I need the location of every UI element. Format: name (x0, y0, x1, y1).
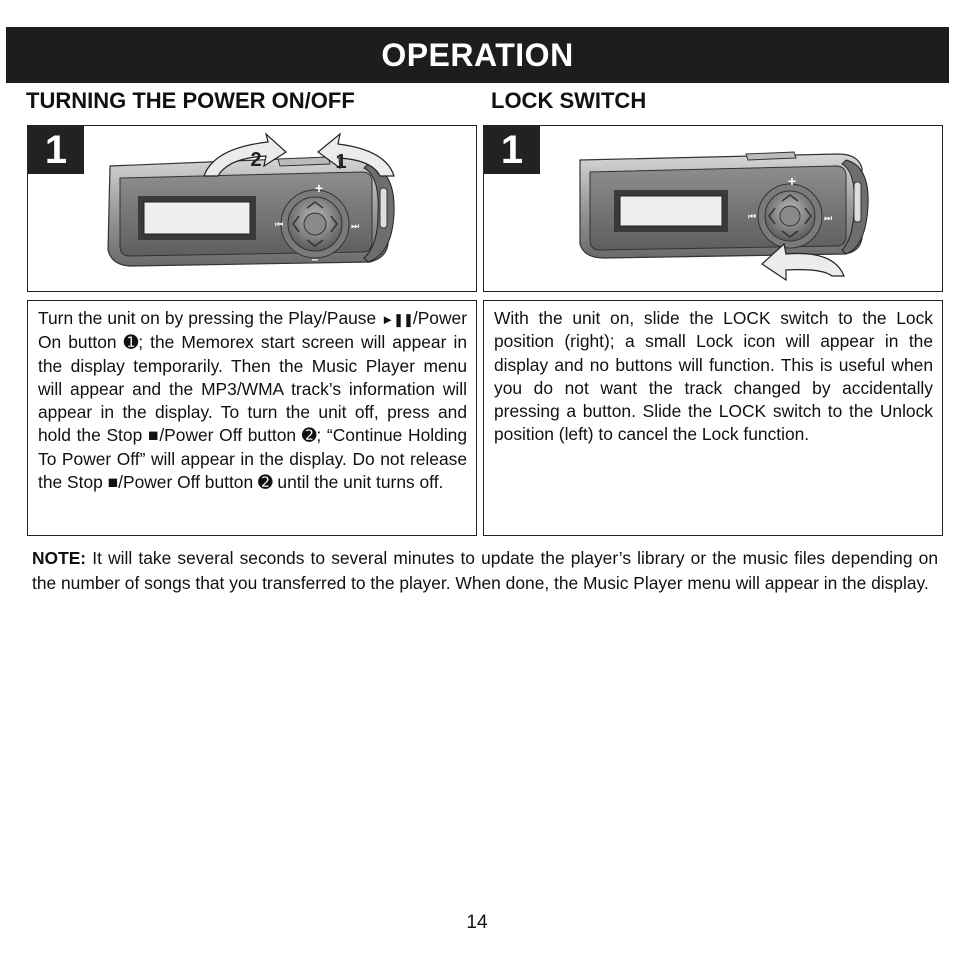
circled-one-icon: ➊ (123, 332, 139, 353)
power-instructions (27, 300, 477, 536)
volume-minus-mark: – (311, 252, 319, 266)
note-text: It will take several seconds to several minutes to update the player’s library or the music files depending on the number of songs that you transferred to the player. When done, the Music Player menu will appear in the display. (32, 548, 938, 593)
circled-two-icon: ➋ (258, 472, 273, 493)
header-banner (6, 27, 949, 83)
lock-instructions (483, 300, 943, 536)
mp3-player-power-drawing (28, 126, 477, 292)
lock-section-heading: LOCK SWITCH (491, 88, 647, 113)
power-illustration (27, 125, 477, 292)
lock-illustration (483, 125, 943, 292)
power-paragraph: Turn the unit on by pressing the Play/Pause ►❚❚/Power On button ➊; the Memorex start screen will appear in the display temporarily. Then the Music Player menu will appear and the MP3/WMA track’s information will appear in the display. To turn the unit off, press and hold the Stop ■/Power Off button ➋; “Continue Holding To Power Off” will appear in the display. Do not release the Stop ■/Power Off button ➋ until the unit turns off. (38, 308, 468, 493)
lock-paragraph: With the unit on, slide the LOCK switch to the Lock position (right); a small Lock icon will appear in the display and no buttons will function. This is useful when you do not want the track changed by accidentally pressing a button. Slide the LOCK switch to the Unlock position (left) to cancel the Lock function. (494, 308, 933, 445)
page-title: OPERATION (381, 36, 574, 73)
stop-icon: ■ (147, 425, 160, 446)
step-badge: 1 (28, 126, 84, 174)
callout-2: 2 (250, 149, 262, 171)
play-pause-icon: ►❚❚ (381, 312, 413, 327)
next-track-icon: ⏭ (350, 221, 360, 231)
page-number: 14 (466, 912, 488, 933)
volume-plus-mark: + (787, 173, 797, 189)
callout-1: 1 (335, 151, 347, 173)
step-badge: 1 (484, 126, 540, 174)
stop-icon: ■ (107, 472, 119, 493)
circled-two-icon: ➋ (301, 425, 317, 446)
volume-plus-mark: + (314, 180, 324, 196)
prev-track-icon: ⏮ (274, 219, 284, 229)
prev-track-icon: ⏮ (747, 211, 757, 221)
note-paragraph (32, 546, 938, 596)
power-section-heading: TURNING THE POWER ON/OFF (26, 88, 355, 113)
next-track-icon: ⏭ (823, 213, 833, 223)
note-label: NOTE: (32, 548, 87, 568)
mp3-player-lock-drawing (484, 126, 943, 292)
